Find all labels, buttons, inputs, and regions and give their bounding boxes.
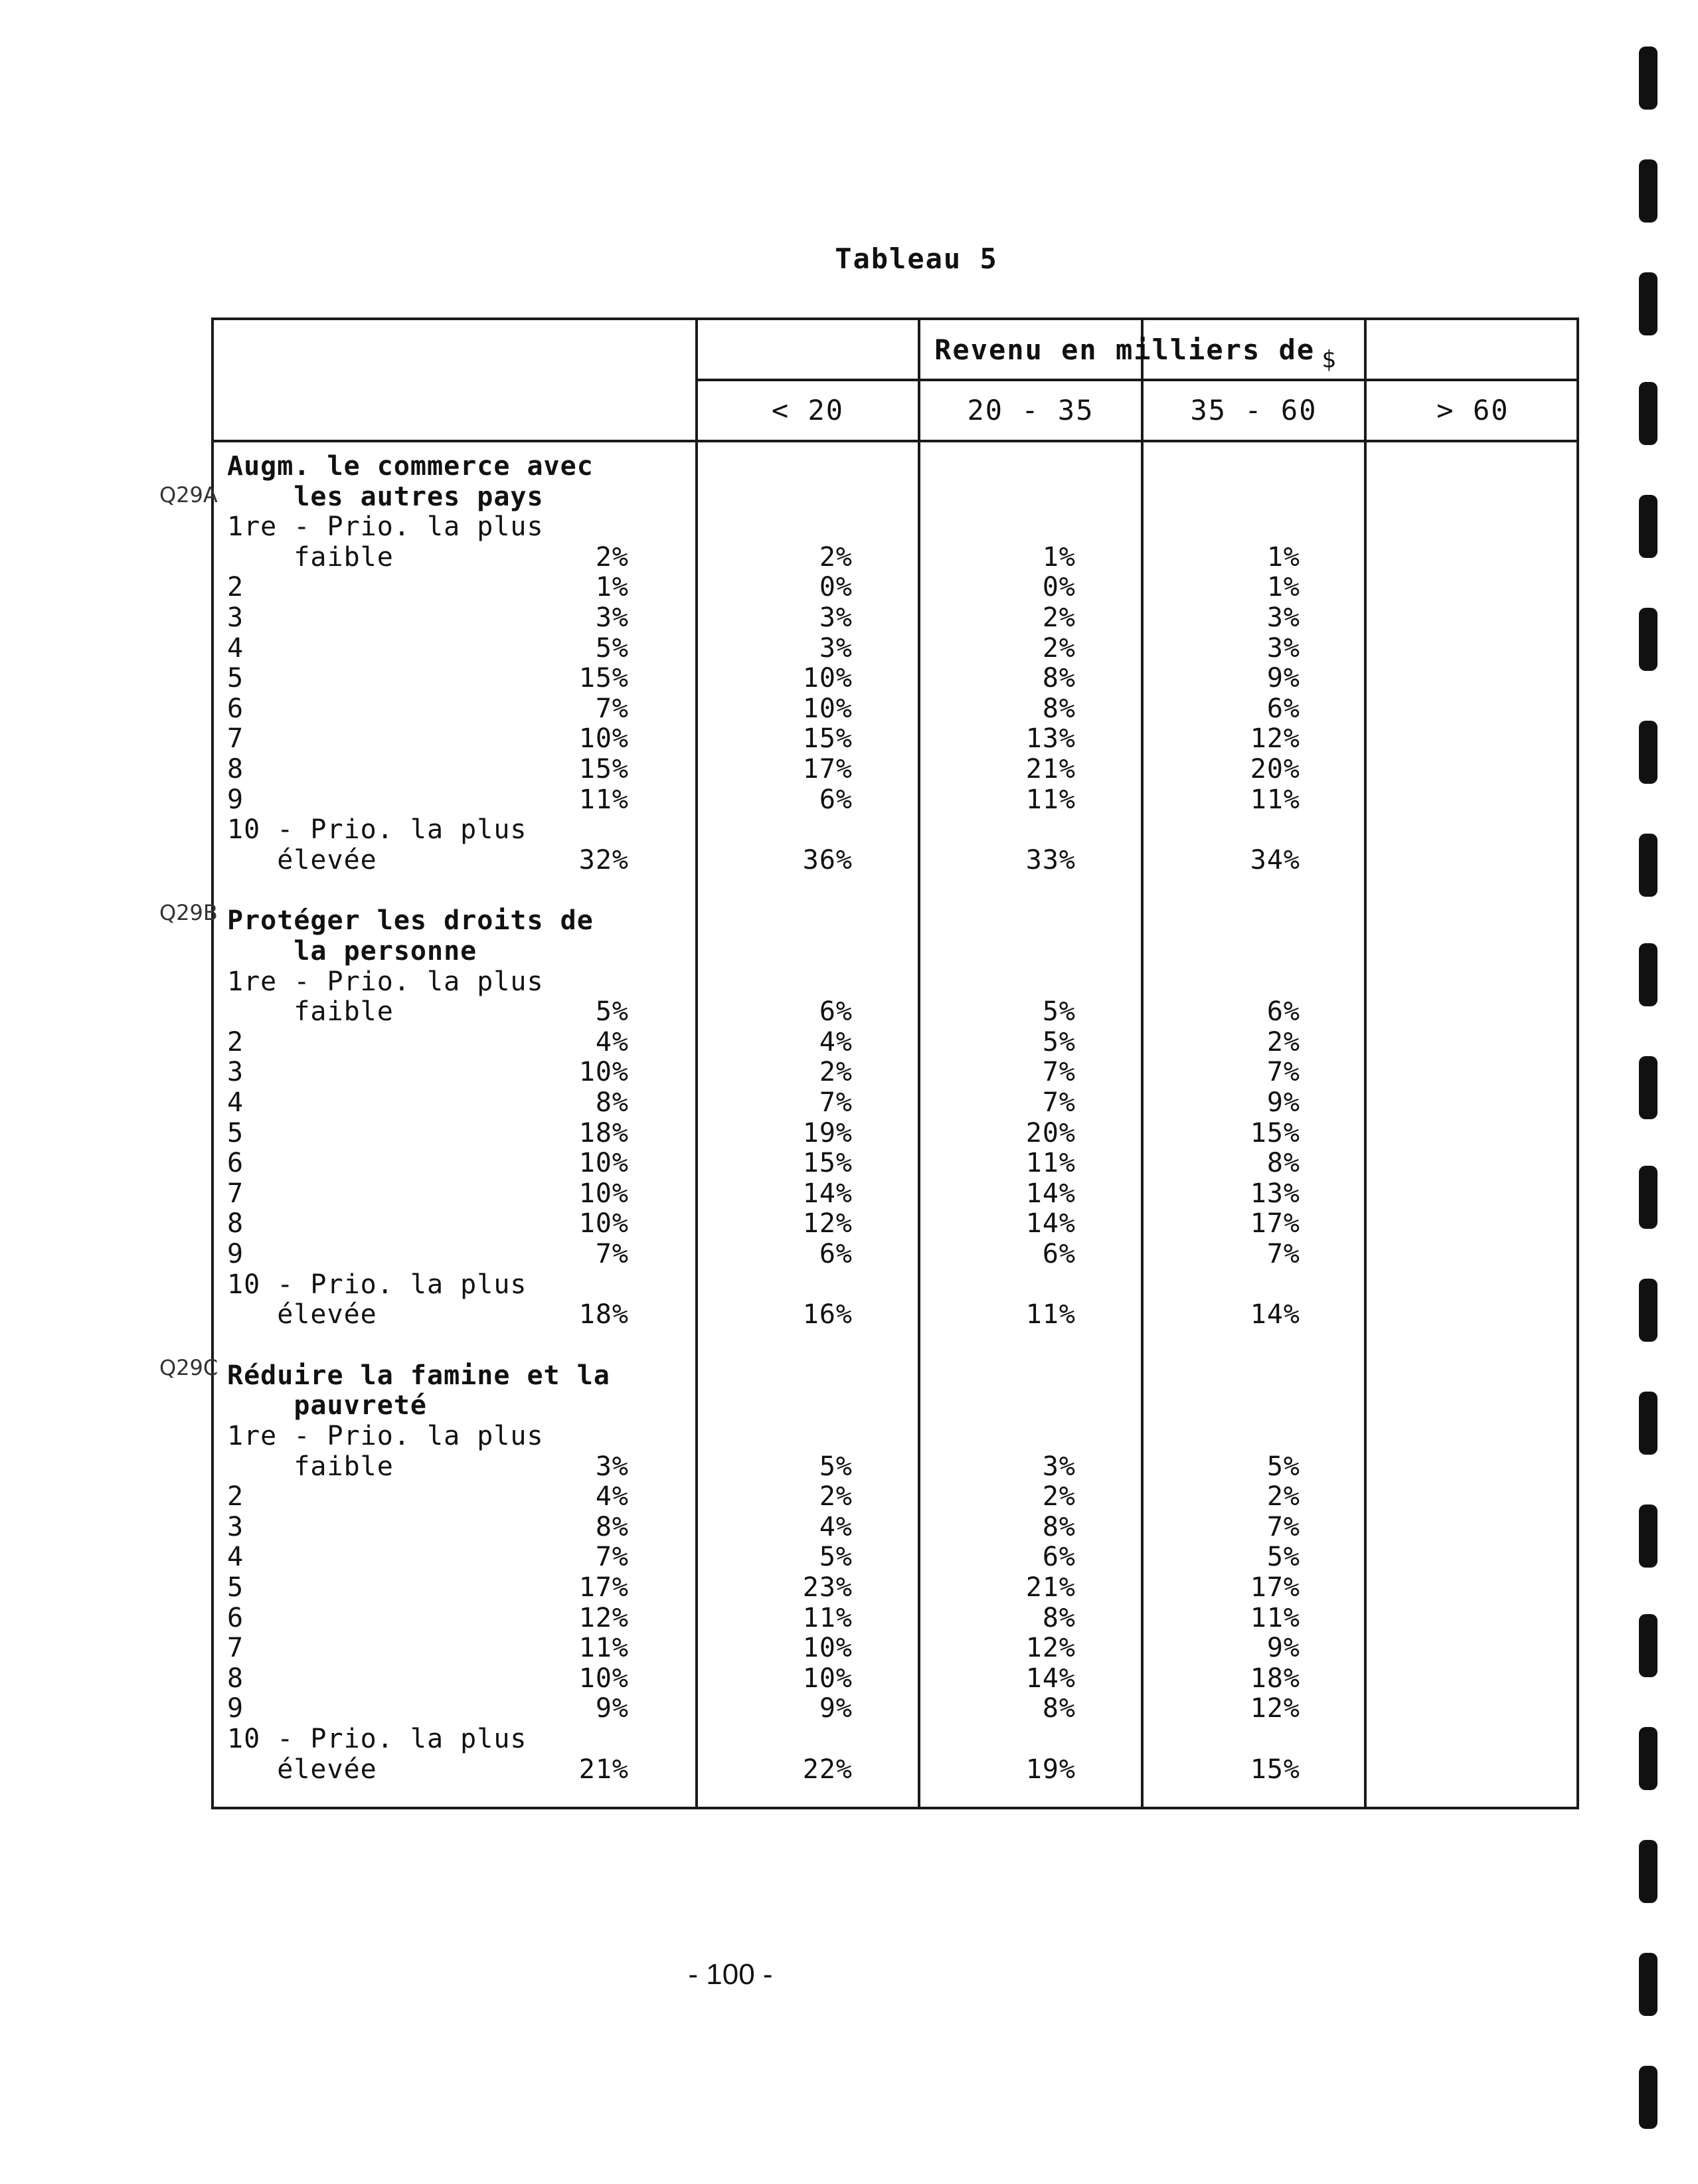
table-cell: 3% xyxy=(1042,1451,1076,1482)
table-cell: 12% xyxy=(802,1208,853,1239)
table-cell: 15% xyxy=(802,1148,853,1179)
binding-hole-mark xyxy=(1639,1953,1657,2016)
table-cell: 7% xyxy=(1042,1087,1076,1118)
binding-hole-mark xyxy=(1639,608,1657,671)
column-header-20-35: 20 - 35 xyxy=(967,394,1094,426)
table-cell: 9% xyxy=(819,1693,853,1724)
row-label: 2 xyxy=(227,1026,244,1057)
row-label: faible xyxy=(227,996,394,1028)
section-title-row xyxy=(214,1391,1576,1421)
table-cell: 10% xyxy=(578,723,629,755)
table-cell: 11% xyxy=(1250,784,1300,815)
table-cell: 12% xyxy=(1250,1693,1300,1724)
table-row xyxy=(214,543,1576,573)
binding-hole-mark xyxy=(1639,1056,1657,1119)
table-cell: 5% xyxy=(1266,1451,1300,1482)
table-cell: 22% xyxy=(802,1754,853,1785)
section-title-row xyxy=(214,1361,1576,1391)
table-cell: 8% xyxy=(595,1511,629,1542)
table-cell: 9% xyxy=(1266,1633,1300,1664)
table-row xyxy=(214,1148,1576,1178)
table-cell: 17% xyxy=(578,1572,629,1603)
binding-hole-mark xyxy=(1639,159,1657,223)
binding-hole-mark xyxy=(1639,943,1657,1006)
section-title-row xyxy=(214,452,1576,482)
table-cell: 13% xyxy=(1025,723,1076,755)
row-label: 1re - Prio. la plus xyxy=(227,1421,544,1451)
row-label: 4 xyxy=(227,1542,244,1573)
table-cell: 9% xyxy=(1266,663,1300,694)
row-label: 6 xyxy=(227,1148,244,1179)
table-cell: 0% xyxy=(819,572,853,603)
table-row xyxy=(214,1542,1576,1572)
section-title: Protéger les droits de xyxy=(227,905,594,937)
table-cell: 16% xyxy=(802,1299,853,1330)
row-label: 8 xyxy=(227,1663,244,1694)
table-cell: 5% xyxy=(1042,1026,1076,1057)
table-cell: 10% xyxy=(578,1178,629,1209)
table-cell: 10% xyxy=(578,1663,629,1694)
table-cell: 11% xyxy=(578,784,629,815)
table-row xyxy=(214,1482,1576,1512)
table-cell: 17% xyxy=(1250,1572,1300,1603)
table-cell: 17% xyxy=(802,754,853,784)
table-cell: 7% xyxy=(1266,1057,1300,1088)
column-header-35-60: 35 - 60 xyxy=(1190,394,1317,426)
table-row xyxy=(214,512,1576,542)
table-row xyxy=(214,1421,1576,1451)
table-row xyxy=(214,1270,1576,1300)
table-cell: 10% xyxy=(802,1663,853,1694)
table-cell: 8% xyxy=(1042,1693,1076,1724)
binding-hole-mark xyxy=(1639,1392,1657,1455)
row-label: 8 xyxy=(227,1208,244,1239)
binding-hole-mark xyxy=(1639,1279,1657,1342)
data-table xyxy=(211,318,1579,1809)
table-row xyxy=(214,573,1576,602)
table-cell: 18% xyxy=(578,1117,629,1148)
table-cell: 7% xyxy=(1042,1057,1076,1088)
table-row xyxy=(214,1724,1576,1754)
table-cell: 5% xyxy=(1266,1542,1300,1573)
table-row xyxy=(214,1057,1576,1087)
table-cell: 11% xyxy=(578,1633,629,1664)
table-cell: 10% xyxy=(578,1208,629,1239)
table-cell: 20% xyxy=(1025,1117,1076,1148)
table-cell: 32% xyxy=(578,844,629,875)
binding-hole-mark xyxy=(1639,272,1657,335)
table-cell: 4% xyxy=(595,1026,629,1057)
binding-hole-mark xyxy=(1639,382,1657,445)
row-label: 3 xyxy=(227,1511,244,1542)
row-label: faible xyxy=(227,541,394,573)
table-cell: 11% xyxy=(802,1602,853,1633)
row-label: 2 xyxy=(227,1481,244,1512)
row-label: 9 xyxy=(227,1693,244,1724)
table-cell: 6% xyxy=(819,996,853,1028)
table-cell: 15% xyxy=(802,723,853,755)
row-label: 10 - Prio. la plus xyxy=(227,814,527,846)
row-label: 4 xyxy=(227,1087,244,1118)
row-label: 7 xyxy=(227,1178,244,1209)
row-label: 3 xyxy=(227,602,244,633)
table-cell: 36% xyxy=(802,844,853,875)
page-title: Tableau 5 xyxy=(835,242,998,275)
table-cell: 5% xyxy=(1042,996,1076,1028)
table-cell: 17% xyxy=(1250,1208,1300,1239)
binding-hole-mark xyxy=(1639,2066,1657,2129)
table-cell: 18% xyxy=(578,1299,629,1330)
table-cell: 12% xyxy=(1250,723,1300,755)
table-row xyxy=(214,664,1576,693)
table-cell: 7% xyxy=(1266,1511,1300,1542)
table-cell: 34% xyxy=(1250,844,1300,875)
table-cell: 15% xyxy=(1250,1117,1300,1148)
table-cell: 15% xyxy=(578,754,629,784)
table-cell: 5% xyxy=(595,632,629,664)
table-cell: 10% xyxy=(802,663,853,694)
table-row xyxy=(214,755,1576,784)
table-row xyxy=(214,1239,1576,1269)
binding-hole-mark xyxy=(1639,1840,1657,1903)
row-label: 10 - Prio. la plus xyxy=(227,1724,527,1754)
table-cell: 4% xyxy=(819,1511,853,1542)
table-row xyxy=(214,1028,1576,1057)
header-divider xyxy=(214,440,1576,442)
binding-hole-mark xyxy=(1639,1727,1657,1790)
table-row xyxy=(214,724,1576,754)
table-cell: 10% xyxy=(802,1633,853,1664)
table-cell: 7% xyxy=(595,693,629,724)
table-cell: 11% xyxy=(1025,1148,1076,1179)
table-cell: 6% xyxy=(1042,1542,1076,1573)
binding-hole-mark xyxy=(1639,721,1657,784)
binding-hole-mark xyxy=(1639,46,1657,110)
income-header-label: Revenu en milliers de xyxy=(934,333,1316,366)
table-cell: 21% xyxy=(1025,754,1076,784)
table-cell: 3% xyxy=(819,632,853,664)
row-label: faible xyxy=(227,1451,394,1482)
table-row xyxy=(214,603,1576,633)
section-title: les autres pays xyxy=(227,481,544,512)
table-cell: 6% xyxy=(819,784,853,815)
row-label: 9 xyxy=(227,784,244,815)
table-cell: 12% xyxy=(1025,1633,1076,1664)
row-label: 5 xyxy=(227,1117,244,1148)
binding-hole-mark xyxy=(1639,1504,1657,1568)
row-label: élevée xyxy=(227,844,377,875)
table-cell: 4% xyxy=(595,1481,629,1512)
row-label: élevée xyxy=(227,1754,377,1785)
table-cell: 2% xyxy=(819,1481,853,1512)
row-label: 7 xyxy=(227,723,244,755)
table-cell: 3% xyxy=(1266,602,1300,633)
table-row xyxy=(214,1300,1576,1330)
row-label: 6 xyxy=(227,1602,244,1633)
table-row xyxy=(214,634,1576,664)
row-label: 5 xyxy=(227,663,244,694)
table-row xyxy=(214,785,1576,815)
table-row xyxy=(214,1179,1576,1209)
table-cell: 5% xyxy=(819,1542,853,1573)
table-row xyxy=(214,1694,1576,1724)
table-row xyxy=(214,1088,1576,1118)
table-row xyxy=(214,967,1576,997)
table-row xyxy=(214,815,1576,845)
table-row xyxy=(214,1209,1576,1239)
row-label: 6 xyxy=(227,693,244,724)
section-title-row xyxy=(214,906,1576,936)
table-cell: 6% xyxy=(1042,1239,1076,1269)
section-title-row xyxy=(214,482,1576,512)
table-cell: 3% xyxy=(819,602,853,633)
table-cell: 13% xyxy=(1250,1178,1300,1209)
table-cell: 14% xyxy=(1025,1208,1076,1239)
row-label: 5 xyxy=(227,1572,244,1603)
currency-symbol: $ xyxy=(1321,346,1337,373)
table-cell: 14% xyxy=(1025,1178,1076,1209)
table-cell: 21% xyxy=(1025,1572,1076,1603)
table-row xyxy=(214,1512,1576,1542)
table-row xyxy=(214,1603,1576,1633)
table-cell: 18% xyxy=(1250,1663,1300,1694)
table-cell: 2% xyxy=(1266,1026,1300,1057)
table-cell: 2% xyxy=(819,541,853,573)
table-row xyxy=(214,846,1576,875)
table-cell: 11% xyxy=(1025,1299,1076,1330)
table-cell: 8% xyxy=(1266,1148,1300,1179)
binding-hole-mark xyxy=(1639,834,1657,897)
table-cell: 2% xyxy=(1042,1481,1076,1512)
table-cell: 2% xyxy=(595,541,629,573)
table-cell: 11% xyxy=(1250,1602,1300,1633)
table-cell: 7% xyxy=(595,1542,629,1573)
table-cell: 7% xyxy=(1266,1239,1300,1269)
table-cell: 8% xyxy=(1042,1602,1076,1633)
table-cell: 5% xyxy=(819,1451,853,1482)
table-cell: 15% xyxy=(578,663,629,694)
income-header xyxy=(695,320,1576,380)
table-cell: 0% xyxy=(1042,572,1076,603)
table-cell: 8% xyxy=(595,1087,629,1118)
row-label: 1re - Prio. la plus xyxy=(227,511,544,543)
table-cell: 3% xyxy=(1266,632,1300,664)
row-label: élevée xyxy=(227,1299,377,1330)
question-code: Q29B xyxy=(159,900,218,926)
table-cell: 33% xyxy=(1025,844,1076,875)
table-row xyxy=(214,1633,1576,1663)
row-label: 1re - Prio. la plus xyxy=(227,966,544,997)
table-cell: 2% xyxy=(1042,602,1076,633)
table-cell: 14% xyxy=(1250,1299,1300,1330)
table-cell: 9% xyxy=(1266,1087,1300,1118)
table-row xyxy=(214,1452,1576,1482)
table-cell: 1% xyxy=(1266,541,1300,573)
table-cell: 14% xyxy=(1025,1663,1076,1694)
table-cell: 21% xyxy=(578,1754,629,1785)
binding-hole-mark xyxy=(1639,1614,1657,1677)
table-row xyxy=(214,1664,1576,1694)
table-cell: 8% xyxy=(1042,693,1076,724)
binding-hole-mark xyxy=(1639,1166,1657,1229)
table-cell: 9% xyxy=(595,1693,629,1724)
table-cell: 5% xyxy=(595,996,629,1028)
section-title: Réduire la famine et la xyxy=(227,1360,610,1391)
binding-hole-mark xyxy=(1639,495,1657,558)
table-cell: 19% xyxy=(1025,1754,1076,1785)
row-label: 8 xyxy=(227,754,244,784)
table-cell: 2% xyxy=(819,1057,853,1088)
table-row xyxy=(214,694,1576,724)
table-cell: 2% xyxy=(1042,632,1076,664)
row-label: 10 - Prio. la plus xyxy=(227,1269,527,1300)
table-cell: 3% xyxy=(595,602,629,633)
section-title: pauvreté xyxy=(227,1390,427,1421)
question-code: Q29A xyxy=(159,482,218,507)
table-cell: 10% xyxy=(578,1057,629,1088)
row-label: 7 xyxy=(227,1633,244,1664)
column-header-over-60: > 60 xyxy=(1436,394,1509,426)
row-label: 4 xyxy=(227,632,244,664)
table-cell: 1% xyxy=(1266,572,1300,603)
row-label: 9 xyxy=(227,1239,244,1269)
column-header-under-20: < 20 xyxy=(771,394,845,426)
table-cell: 7% xyxy=(595,1239,629,1269)
table-cell: 3% xyxy=(595,1451,629,1482)
row-label: 3 xyxy=(227,1057,244,1088)
table-cell: 15% xyxy=(1250,1754,1300,1785)
table-cell: 6% xyxy=(1266,693,1300,724)
table-cell: 7% xyxy=(819,1087,853,1118)
table-cell: 8% xyxy=(1042,1511,1076,1542)
table-row xyxy=(214,1755,1576,1785)
table-cell: 12% xyxy=(578,1602,629,1633)
page-number: - 100 - xyxy=(688,1958,773,1991)
table-cell: 6% xyxy=(819,1239,853,1269)
table-cell: 10% xyxy=(802,693,853,724)
table-cell: 4% xyxy=(819,1026,853,1057)
table-cell: 8% xyxy=(1042,663,1076,694)
question-code: Q29C xyxy=(159,1354,218,1380)
table-cell: 23% xyxy=(802,1572,853,1603)
table-cell: 10% xyxy=(578,1148,629,1179)
table-cell: 6% xyxy=(1266,996,1300,1028)
table-cell: 1% xyxy=(595,572,629,603)
table-cell: 2% xyxy=(1266,1481,1300,1512)
table-row xyxy=(214,1119,1576,1148)
section-title: la personne xyxy=(227,936,477,966)
table-row xyxy=(214,997,1576,1027)
table-cell: 11% xyxy=(1025,784,1076,815)
row-label: 2 xyxy=(227,572,244,603)
table-cell: 1% xyxy=(1042,541,1076,573)
table-cell: 14% xyxy=(802,1178,853,1209)
section-title: Augm. le commerce avec xyxy=(227,451,594,482)
table-cell: 20% xyxy=(1250,754,1300,784)
table-row xyxy=(214,1573,1576,1603)
section-title-row xyxy=(214,937,1576,966)
table-cell: 19% xyxy=(802,1117,853,1148)
